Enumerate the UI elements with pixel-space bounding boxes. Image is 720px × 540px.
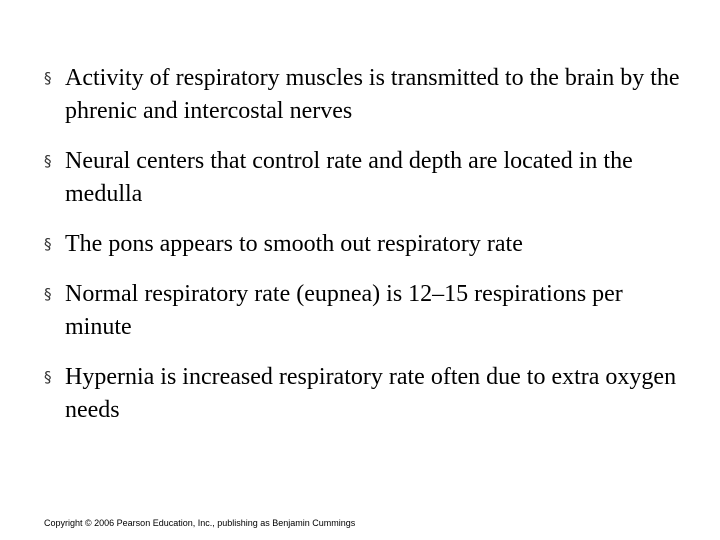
bullet-marker-icon: § bbox=[44, 69, 52, 87]
bullet-marker-icon: § bbox=[44, 235, 52, 253]
bullet-item bbox=[44, 278, 694, 344]
bullet-text: Normal respiratory rate (eupnea) is 12–15 respirations per minute bbox=[65, 281, 623, 340]
bullet-item bbox=[44, 62, 694, 128]
bullet-text: The pons appears to smooth out respiratory rate bbox=[65, 231, 523, 257]
bullet-text: Neural centers that control rate and depth are located in the medulla bbox=[65, 148, 633, 207]
bullet-item bbox=[44, 228, 694, 261]
bullet-item bbox=[44, 361, 694, 427]
bullet-text: Hypernia is increased respiratory rate often due to extra oxygen needs bbox=[65, 364, 677, 423]
bullet-list bbox=[44, 62, 694, 444]
copyright-footer: Copyright © 2006 Pearson Education, Inc., publishing as Benjamin Cummings bbox=[44, 518, 356, 528]
bullet-marker-icon: § bbox=[44, 368, 52, 386]
bullet-marker-icon: § bbox=[44, 285, 52, 303]
bullet-marker-icon: § bbox=[44, 152, 52, 170]
bullet-text: Activity of respiratory muscles is transmitted to the brain by the phrenic and intercostal nerves bbox=[65, 65, 680, 124]
bullet-item bbox=[44, 145, 694, 211]
